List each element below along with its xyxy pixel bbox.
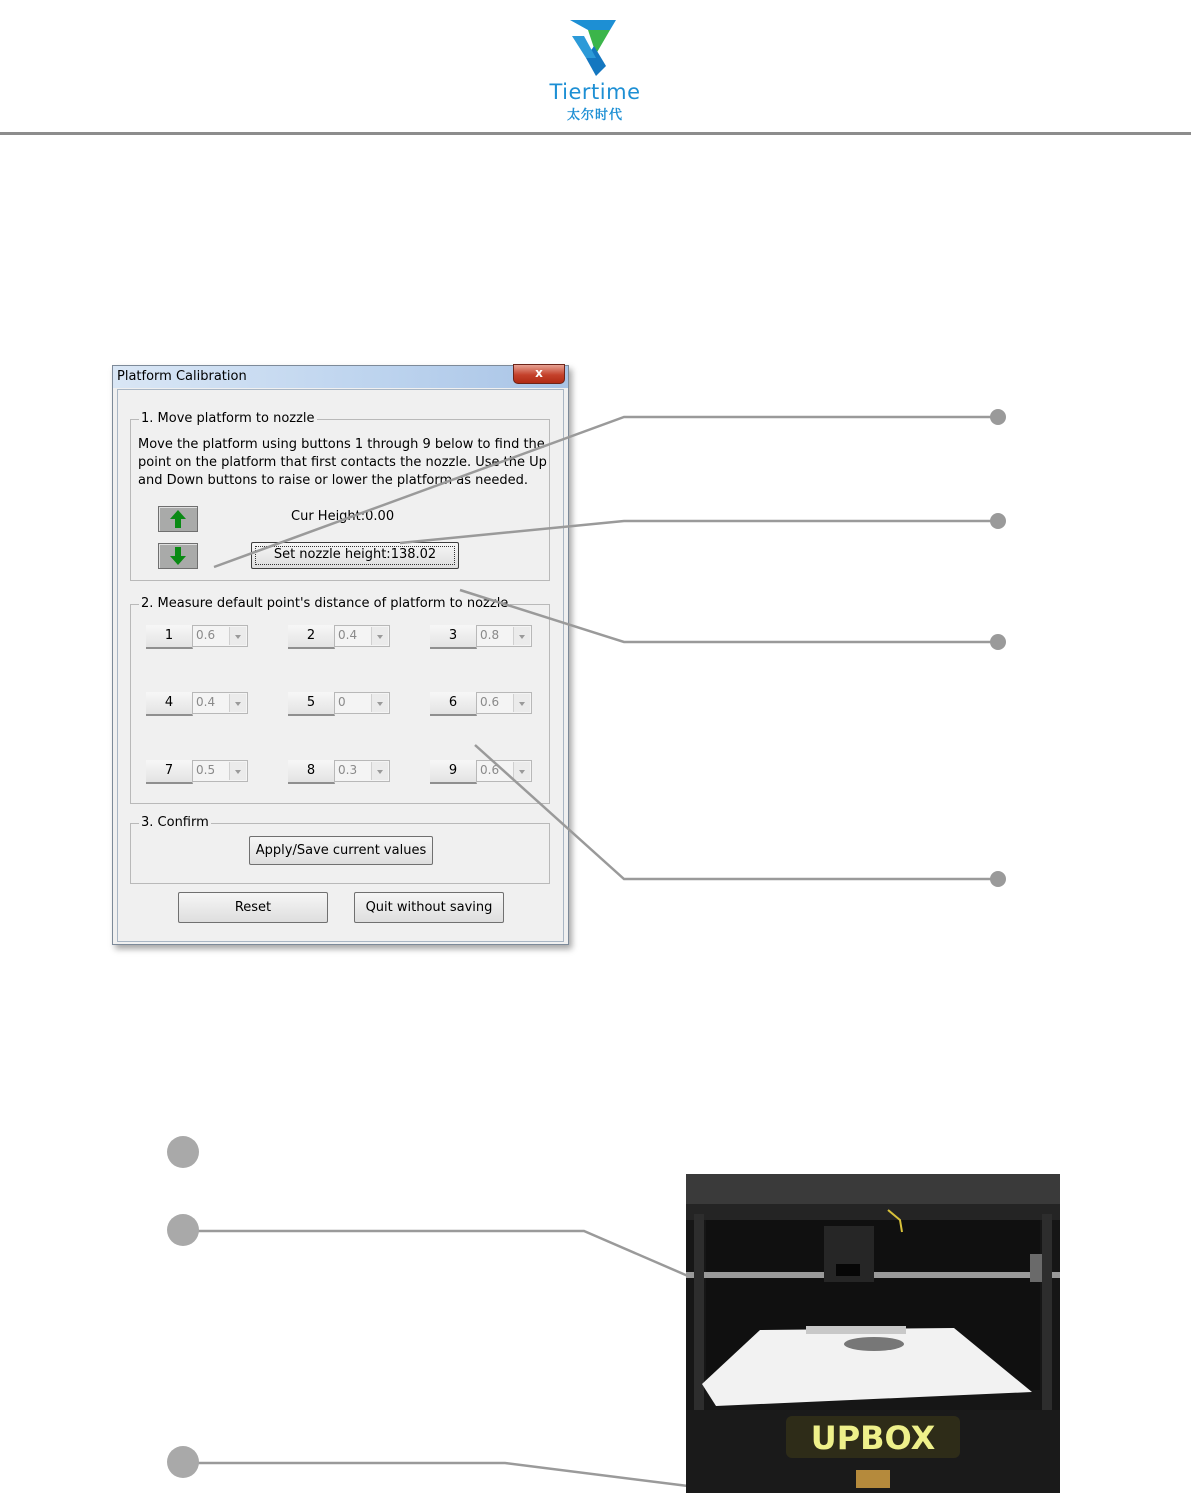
- point-offset-value: 0.6: [196, 628, 216, 642]
- list-bullet: [167, 1136, 199, 1168]
- quit-without-saving-button[interactable]: Quit without saving: [354, 892, 504, 923]
- group-legend: 1. Move platform to nozzle: [141, 411, 315, 426]
- apply-save-button[interactable]: Apply/Save current values: [249, 836, 433, 865]
- printer-photo: [686, 1174, 1060, 1493]
- point-button[interactable]: 1: [146, 625, 193, 649]
- dialog-title: Platform Calibration: [117, 369, 247, 384]
- callout-bullet: [990, 513, 1006, 529]
- callout-bullet: [990, 634, 1006, 650]
- close-button[interactable]: x: [513, 364, 565, 384]
- point-button[interactable]: 4: [146, 692, 193, 716]
- point-offset-value: 0: [338, 695, 346, 709]
- current-height-readout: Cur Height:0.00: [291, 509, 395, 524]
- point-offset-value: 0.6: [480, 763, 500, 777]
- printer-illustration: [686, 1174, 1060, 1493]
- point-button[interactable]: 5: [288, 692, 335, 716]
- callout-bullet: [990, 409, 1006, 425]
- list-bullet: [167, 1446, 199, 1478]
- instructions-text: Move the platform using buttons 1 through 9 below to find the point on the platform that first contacts the nozzle. Use the Up and Down buttons to raise or lower the platform as needed.: [138, 437, 547, 488]
- callout-bullet: [990, 871, 1006, 887]
- point-button[interactable]: 6: [430, 692, 477, 716]
- point-offset-value: 0.8: [480, 628, 500, 642]
- brand-name: Tiertime: [549, 80, 641, 104]
- point-button[interactable]: 8: [288, 760, 335, 784]
- point-offset-value: 0.4: [338, 628, 358, 642]
- point-offset-value: 0.5: [196, 763, 216, 777]
- point-button[interactable]: 2: [288, 625, 335, 649]
- point-button[interactable]: 7: [146, 760, 193, 784]
- point-button[interactable]: 3: [430, 625, 477, 649]
- point-offset-value: 0.4: [196, 695, 216, 709]
- group-legend: 3. Confirm: [141, 815, 209, 830]
- reset-button[interactable]: Reset: [178, 892, 328, 923]
- set-nozzle-label: Set nozzle height:138.02: [273, 547, 437, 562]
- point-button[interactable]: 9: [430, 760, 477, 784]
- brand-name-chinese: 太尔时代: [566, 108, 623, 123]
- list-bullet: [167, 1214, 199, 1246]
- group-legend: 2. Measure default point's distance of platform to nozzle: [141, 596, 509, 611]
- point-offset-value: 0.3: [338, 763, 358, 777]
- upbox-label: UPBOX: [810, 1419, 936, 1457]
- point-offset-value: 0.6: [480, 695, 500, 709]
